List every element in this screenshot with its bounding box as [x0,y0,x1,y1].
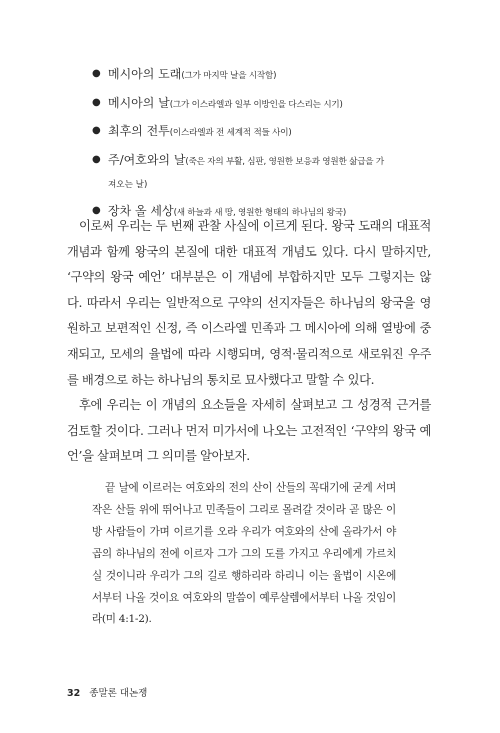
bullet-term: 최후의 전투 [108,124,170,138]
bullet-term: 메시아의 도래 [108,67,182,81]
bullet-dot-icon: ● [92,125,101,136]
bullet-dot-icon: ● [92,153,101,165]
page-footer [67,685,147,699]
quote-text: 끝 날에 이르러는 여호와의 전의 산이 산들의 꼭대기에 굳게 서며 작은 산들 위에 뛰어나고 민족들이 그리로 몰려갈 것이라 곧 많은 이방 사람들이 가며 이르기를 오라 우리가 여호와의 산에 올라가서 야곱의 하나님의 전에 이르자 그가 그의 도를 가지고 우리에게 가르치실 것이니라 우리가 그의 길로 행하리라 하리니 이는 율법이 시온에서부터 나올 것이요 여호와의 말씀이 예루살렘에서부터 나올 것임이라(미 4:1-2). [92,482,396,626]
bullet-note: (그가 이스라엘과 일부 이방인을 다스리는 시기) [169,99,343,110]
bullet-note: (이스라엘과 전 세계적 적들 사이) [169,128,292,138]
kingdom-definition: 영원하고 보편적인 신정, 즉 이스라엘 민족과 그 메시아에 의해 열방에 중재되고, 모세의 율법에 따라 시행되며, 영적·물리적으로 새로워진 우주를 배경으로 하는 하나님의 통치 [67,295,431,387]
bullet-term: 메시아의 날 [108,95,170,110]
bullet-note: (새 하늘과 새 땅, 영원한 형태의 하나님의 왕국) [173,208,346,218]
bullet-note: (그가 마지막 날을 시작함) [181,71,277,81]
paragraph-text: 로 묘사했다고 말할 수 있다. [229,372,375,387]
bullet-item [92,123,422,141]
bullet-dot-icon: ● [92,205,101,216]
book-title: 종말론 대논쟁 [89,688,148,699]
bullet-note-continuation: 져오는 날) [108,179,148,190]
bullet-dot-icon: ● [92,68,101,79]
bullet-list [92,66,422,232]
bullet-note: (죽은 자의 부활, 심판, 영원한 보응과 영원한 삶급을 가 [185,156,385,167]
paragraph [67,214,431,393]
bullet-dot-icon: ● [92,96,101,108]
bullet-item [92,152,422,193]
bullet-item [92,95,422,113]
bullet-item [92,66,422,84]
page-number: 32 [67,688,81,699]
bullet-term: 장차 올 세상 [108,204,174,218]
paragraph: 후에 우리는 이 개념의 요소들을 자세히 살펴보고 그 성경적 근거를 검토할 것이다. 그러나 먼저 미가서에 나오는 고전적인 ‘구약의 왕국 예언’을 살펴보며 그 의미를 알아보자. [67,398,431,464]
bullet-term: 주/여호와의 날 [108,152,186,167]
paragraph-text: 이로써 우리는 두 번째 관찰 사실에 이르게 된다. 왕국 도래의 대표적 개념과 함께 왕국의 본질에 대한 대표적 개념도 있다. 다시 말하지만, ‘구약의 왕국 예언’ 대부분은 이 개념에 부합하지만 모두 그렇지는 않다. 따라서 우리는 일반적으로 구약의 선지자들은 하나님의 왕국을 [67,219,431,310]
scripture-quote [92,478,396,631]
body-text [67,214,431,470]
